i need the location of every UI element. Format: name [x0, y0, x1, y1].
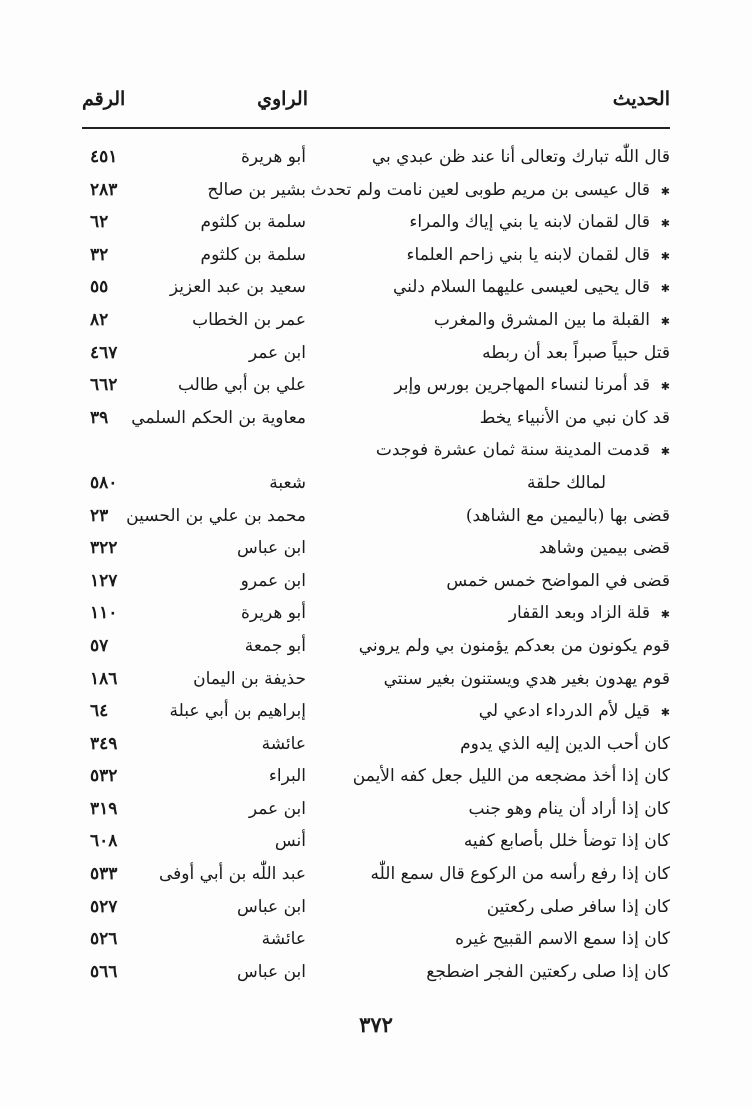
- hadith-text: [455, 923, 670, 956]
- asterisk-icon: ✱: [660, 217, 670, 231]
- narrator: سعيد بن عبد العزيز: [169, 277, 306, 298]
- asterisk-icon: ✱: [660, 380, 670, 394]
- hadith-number: ٥٣٣: [90, 864, 118, 885]
- hadith-number: ٣١٩: [90, 798, 118, 819]
- hadith-text: [527, 467, 606, 500]
- header-narrator: الراوي: [257, 88, 308, 110]
- narrator: حذيفة بن اليمان: [193, 668, 306, 689]
- hadith-text: [446, 565, 670, 598]
- table-row: [82, 695, 670, 728]
- hadith-text: [371, 858, 670, 891]
- table-row: [82, 467, 670, 500]
- hadith-text-content: قال يحيى لعيسى عليهما السلام دلني: [392, 277, 650, 298]
- table-row: [82, 793, 670, 826]
- hadith-number: ٨٢: [90, 309, 109, 330]
- hadith-text-content: قال لقمان لابنه يا بني زاحم العلماء: [406, 244, 650, 265]
- asterisk-icon: ✱: [660, 608, 670, 622]
- table-row: [82, 663, 670, 696]
- narrator: عبد اللّٰه بن أبي أوفى: [159, 864, 306, 885]
- hadith-text-content: قضى بيمين وشاهد: [538, 538, 670, 559]
- hadith-number: ٥٦٦: [90, 961, 118, 982]
- table-row: [82, 532, 670, 565]
- narrator: عمر بن الخطاب: [192, 309, 306, 330]
- hadith-text: [426, 956, 670, 989]
- narrator: محمد بن علي بن الحسين: [126, 505, 306, 526]
- hadith-text-content: كان إذا أخذ مضجعه من الليل جعل كفه الأيمن: [352, 766, 670, 787]
- narrator: سلمة بن كلثوم: [200, 244, 306, 265]
- hadith-text-content: كان إذا توضأ خلل بأصابع كفيه: [463, 831, 670, 852]
- hadith-number: ٥٣٢: [90, 766, 118, 787]
- header-rule: [82, 127, 670, 129]
- hadith-number: ٦٦٢: [90, 375, 118, 396]
- table-row: [82, 597, 670, 630]
- hadith-text-content: كان إذا رفع رأسه من الركوع قال سمع اللّٰه: [370, 864, 670, 885]
- table-row: [82, 141, 670, 174]
- hadith-text: [464, 825, 670, 858]
- hadith-text-content: قال عيسى بن مريم طوبى لعين نامت ولم تحدث: [310, 179, 650, 200]
- hadith-number: ٦٤: [90, 701, 109, 722]
- narrator: معاوية بن الحكم السلمي: [131, 407, 306, 428]
- hadith-text-content: قال لقمان لابنه يا بني إياك والمراء: [409, 212, 650, 233]
- asterisk-icon: ✱: [660, 184, 670, 198]
- page-number: ٣٧٢: [359, 1012, 393, 1037]
- table-row: [82, 956, 670, 989]
- hadith-text-content: كان أحب الدين إليه الذي يدوم: [460, 733, 670, 754]
- hadith-text-content: قوم يهدون بغير هدي ويستنون بغير سنتي: [383, 668, 670, 689]
- hadith-number: ٦٠٨: [90, 831, 118, 852]
- narrator: بشير بن صالح: [207, 179, 306, 200]
- table-row: [82, 174, 670, 207]
- hadith-text-content: القبلة ما بين المشرق والمغرب: [433, 309, 650, 330]
- hadith-text: [359, 630, 670, 663]
- asterisk-icon: ✱: [660, 314, 670, 328]
- narrator: عائشة: [261, 733, 306, 754]
- hadith-text: [353, 760, 670, 793]
- hadith-text-content: قضى بها (باليمين مع الشاهد): [465, 505, 670, 526]
- hadith-number: ٥٢٧: [90, 896, 118, 917]
- hadith-text: [311, 174, 670, 209]
- hadith-text-content: قد كان نبي من الأنبياء يخط: [479, 407, 670, 428]
- narrator: عائشة: [261, 929, 306, 950]
- hadith-text: [409, 206, 670, 241]
- hadith-number: ٥٧: [90, 635, 109, 656]
- narrator: ابن عمرو: [240, 570, 306, 591]
- table-header: [82, 88, 670, 116]
- narrator: أبو جمعة: [244, 635, 306, 656]
- narrator: أنس: [274, 831, 306, 852]
- hadith-text: [384, 663, 670, 696]
- table-row: [82, 206, 670, 239]
- narrator: أبو هريرة: [240, 603, 306, 624]
- hadith-number: ٢٨٣: [90, 179, 118, 200]
- hadith-text: [407, 239, 670, 274]
- hadith-number: ٣٤٩: [90, 733, 118, 754]
- hadith-number: ١١٠: [90, 603, 118, 624]
- hadith-text: [376, 434, 670, 469]
- table-row: [82, 434, 670, 467]
- narrator: البراء: [268, 766, 306, 787]
- hadith-number: ٤٥١: [90, 147, 118, 167]
- narrator: ابن عمر: [248, 798, 306, 819]
- hadith-number: ١٢٧: [90, 570, 118, 591]
- hadith-text-content: قد أمرنا لنساء المهاجرين بورس وإبر: [394, 375, 650, 396]
- hadith-number: ٢٣: [90, 505, 109, 526]
- hadith-text: [487, 891, 670, 924]
- hadith-number: ١٨٦: [90, 668, 118, 689]
- asterisk-icon: ✱: [660, 445, 670, 459]
- hadith-text-content: قضى في المواضح خمس خمس: [446, 570, 670, 591]
- table-row: [82, 239, 670, 272]
- narrator: أبو هريرة: [240, 147, 306, 167]
- table-row: [82, 858, 670, 891]
- hadith-text-content: لمالك حلقة: [527, 472, 606, 493]
- hadith-text: [394, 369, 670, 404]
- header-hadith: الحديث: [612, 88, 670, 110]
- narrator: ابن عباس: [236, 896, 306, 917]
- header-number: الرقم: [82, 88, 126, 110]
- hadith-number: ٦٢: [90, 212, 109, 233]
- table-row: [82, 304, 670, 337]
- table-row: [82, 630, 670, 663]
- hadith-text: [466, 500, 670, 533]
- hadith-text-content: قتل حبياً صبراً بعد أن ربطه: [482, 342, 670, 363]
- hadith-number: ٣٢: [90, 244, 109, 265]
- hadith-text-content: قوم يكونون من بعدكم يؤمنون بي ولم يروني: [358, 635, 670, 656]
- index-table: [82, 141, 670, 988]
- table-row: [82, 923, 670, 956]
- table-row: [82, 271, 670, 304]
- table-row: [82, 337, 670, 370]
- asterisk-icon: ✱: [660, 706, 670, 720]
- table-row: [82, 369, 670, 402]
- asterisk-icon: ✱: [660, 249, 670, 263]
- hadith-text-content: قال اللّٰه تبارك وتعالى أنا عند ظن عبدي بي: [371, 147, 670, 167]
- hadith-number: ٣٩: [90, 407, 109, 428]
- hadith-text: [480, 402, 670, 435]
- table-row: [82, 565, 670, 598]
- narrator: شعبة: [269, 472, 306, 493]
- hadith-text: [434, 304, 670, 339]
- asterisk-icon: ✱: [660, 282, 670, 296]
- narrator: ابن عمر: [248, 342, 306, 363]
- hadith-text: [469, 793, 671, 826]
- hadith-number: ٣٢٢: [90, 538, 118, 559]
- hadith-text-content: كان إذا صلى ركعتين الفجر اضطجع: [426, 961, 670, 982]
- table-row: [82, 825, 670, 858]
- narrator: ابن عباس: [236, 961, 306, 982]
- table-row: [82, 891, 670, 924]
- hadith-text: [482, 337, 670, 370]
- hadith-number: ٥٥: [90, 277, 109, 298]
- table-row: [82, 402, 670, 435]
- hadith-text-content: قدمت المدينة سنة ثمان عشرة فوجدت: [375, 440, 650, 461]
- hadith-text: [509, 597, 670, 632]
- hadith-text: [393, 271, 670, 306]
- hadith-text-content: كان إذا سافر صلى ركعتين: [486, 896, 670, 917]
- narrator: إبراهيم بن أبي عبلة: [169, 701, 306, 722]
- hadith-number: ٥٨٠: [90, 472, 118, 493]
- hadith-text: [539, 532, 670, 565]
- hadith-text: [460, 728, 670, 761]
- hadith-text-content: كان إذا سمع الاسم القبيح غيره: [455, 929, 670, 950]
- hadith-number: ٤٦٧: [90, 342, 118, 363]
- hadith-number: ٥٢٦: [90, 929, 118, 950]
- narrator: علي بن أبي طالب: [177, 375, 306, 396]
- hadith-text: [372, 141, 670, 174]
- hadith-text: [479, 695, 670, 730]
- table-row: [82, 500, 670, 533]
- hadith-text-content: كان إذا أراد أن ينام وهو جنب: [468, 798, 670, 819]
- narrator: سلمة بن كلثوم: [200, 212, 306, 233]
- hadith-text-content: قلة الزاد وبعد القفار: [508, 603, 650, 624]
- hadith-text-content: قيل لأم الدرداء ادعي لي: [478, 701, 650, 722]
- table-row: [82, 760, 670, 793]
- narrator: ابن عباس: [236, 538, 306, 559]
- table-row: [82, 728, 670, 761]
